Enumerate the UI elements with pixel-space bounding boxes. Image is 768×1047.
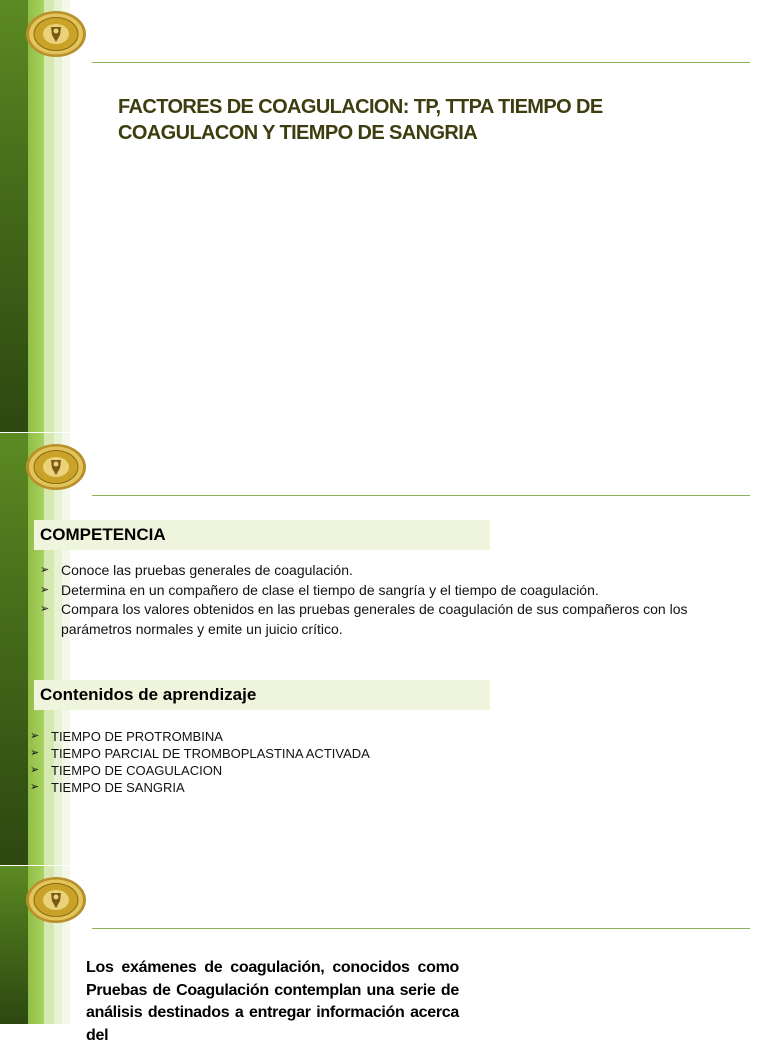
arrow-bullet-icon: ➢ (30, 764, 40, 776)
header-rule (92, 62, 750, 63)
header-rule (92, 495, 750, 496)
arrow-bullet-icon: ➢ (30, 781, 40, 793)
contenidos-heading: Contenidos de aprendizaje (34, 680, 490, 710)
arrow-bullet-icon: ➢ (40, 583, 50, 596)
list-item: ➢ Determina en un compañero de clase el tiempo de sangría y el tiempo de coagulación. (40, 581, 760, 601)
header-rule (92, 928, 750, 929)
list-item: ➢ TIEMPO DE COAGULACION (30, 763, 223, 778)
decorative-band (0, 433, 72, 865)
slide-title: FACTORES DE COAGULACION: TP, TTPA TIEMPO DE COAGULACON Y TIEMPO DE SANGRIA (118, 96, 603, 144)
decorative-band (0, 0, 72, 432)
slide-3 (0, 866, 768, 1044)
list-item: ➢ Conoce las pruebas generales de coagulación. (40, 561, 760, 581)
arrow-bullet-icon: ➢ (40, 603, 50, 615)
intro-paragraph: Los exámenes de coagulación, conocidos como Pruebas de Coagulación contemplan una serie de análisis destinados a entregar información acerca del (86, 959, 459, 1044)
slide-2 (0, 433, 768, 865)
gold-seal-icon (24, 442, 88, 492)
list-item: ➢ TIEMPO DE SANGRIA (30, 780, 185, 795)
list-item: ➢ TIEMPO PARCIAL DE TROMBOPLASTINA ACTIVADA (30, 746, 370, 761)
list-item: ➢ TIEMPO DE PROTROMBINA (30, 729, 223, 744)
arrow-bullet-icon: ➢ (30, 730, 40, 742)
gold-seal-icon (24, 9, 88, 59)
contenidos-list (30, 728, 630, 796)
competencia-list (40, 561, 760, 639)
gold-seal-icon (24, 875, 88, 925)
arrow-bullet-icon: ➢ (40, 564, 50, 576)
slide-1 (0, 0, 768, 432)
competencia-heading: COMPETENCIA (34, 520, 490, 550)
list-item: ➢ Compara los valores obtenidos en las pruebas generales de coagulación de sus compañeros con los parámetros normales y emite un juicio crítico. (40, 601, 688, 637)
arrow-bullet-icon: ➢ (30, 747, 40, 759)
